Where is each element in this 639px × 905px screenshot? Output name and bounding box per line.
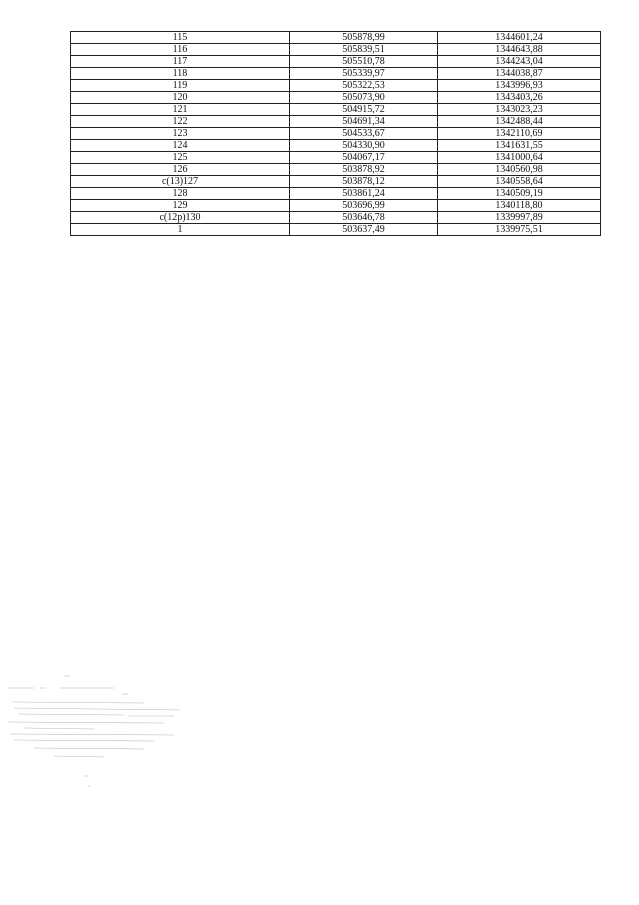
- point-number-cell: 129: [71, 200, 290, 212]
- x-coordinate-cell: 503696,99: [290, 200, 438, 212]
- y-coordinate-cell: 1343403,26: [438, 92, 601, 104]
- y-coordinate-cell: 1344601,24: [438, 32, 601, 44]
- y-coordinate-cell: 1341000,64: [438, 152, 601, 164]
- table-row: [71, 104, 601, 116]
- x-coordinate-cell: 505839,51: [290, 44, 438, 56]
- table-row: [71, 128, 601, 140]
- table-row: [71, 56, 601, 68]
- table-row: [71, 80, 601, 92]
- point-number-cell: с(12р)130: [71, 212, 290, 224]
- x-coordinate-cell: 505878,99: [290, 32, 438, 44]
- table-row: [71, 152, 601, 164]
- point-number-cell: 123: [71, 128, 290, 140]
- x-coordinate-cell: 504067,17: [290, 152, 438, 164]
- y-coordinate-cell: 1342110,69: [438, 128, 601, 140]
- table-row: [71, 164, 601, 176]
- y-coordinate-cell: 1344643,88: [438, 44, 601, 56]
- table-row: [71, 212, 601, 224]
- y-coordinate-cell: 1344243,04: [438, 56, 601, 68]
- x-coordinate-cell: 503878,12: [290, 176, 438, 188]
- table-row: [71, 92, 601, 104]
- x-coordinate-cell: 504330,90: [290, 140, 438, 152]
- point-number-cell: 126: [71, 164, 290, 176]
- table-row: [71, 68, 601, 80]
- y-coordinate-cell: 1341631,55: [438, 140, 601, 152]
- table-row: [71, 224, 601, 236]
- coordinates-table: [70, 31, 601, 236]
- point-number-cell: 121: [71, 104, 290, 116]
- faded-stamp-smudge: [4, 672, 184, 792]
- point-number-cell: 1: [71, 224, 290, 236]
- point-number-cell: 125: [71, 152, 290, 164]
- y-coordinate-cell: 1343996,93: [438, 80, 601, 92]
- table-row: [71, 140, 601, 152]
- x-coordinate-cell: 505339,97: [290, 68, 438, 80]
- point-number-cell: 119: [71, 80, 290, 92]
- x-coordinate-cell: 504915,72: [290, 104, 438, 116]
- point-number-cell: 116: [71, 44, 290, 56]
- point-number-cell: 122: [71, 116, 290, 128]
- point-number-cell: 115: [71, 32, 290, 44]
- x-coordinate-cell: 503878,92: [290, 164, 438, 176]
- point-number-cell: 118: [71, 68, 290, 80]
- point-number-cell: 124: [71, 140, 290, 152]
- y-coordinate-cell: 1343023,23: [438, 104, 601, 116]
- table-row: [71, 32, 601, 44]
- x-coordinate-cell: 504533,67: [290, 128, 438, 140]
- coordinates-table-body: [71, 32, 601, 236]
- point-number-cell: 117: [71, 56, 290, 68]
- y-coordinate-cell: 1339997,89: [438, 212, 601, 224]
- x-coordinate-cell: 503646,78: [290, 212, 438, 224]
- point-number-cell: 120: [71, 92, 290, 104]
- point-number-cell: с(13)127: [71, 176, 290, 188]
- table-row: [71, 188, 601, 200]
- x-coordinate-cell: 505073,90: [290, 92, 438, 104]
- y-coordinate-cell: 1339975,51: [438, 224, 601, 236]
- x-coordinate-cell: 505322,53: [290, 80, 438, 92]
- point-number-cell: 128: [71, 188, 290, 200]
- table-row: [71, 176, 601, 188]
- x-coordinate-cell: 505510,78: [290, 56, 438, 68]
- y-coordinate-cell: 1342488,44: [438, 116, 601, 128]
- x-coordinate-cell: 503861,24: [290, 188, 438, 200]
- y-coordinate-cell: 1340509,19: [438, 188, 601, 200]
- y-coordinate-cell: 1340560,98: [438, 164, 601, 176]
- table-row: [71, 44, 601, 56]
- table-row: [71, 116, 601, 128]
- x-coordinate-cell: 503637,49: [290, 224, 438, 236]
- table-row: [71, 200, 601, 212]
- y-coordinate-cell: 1344038,87: [438, 68, 601, 80]
- x-coordinate-cell: 504691,34: [290, 116, 438, 128]
- y-coordinate-cell: 1340118,80: [438, 200, 601, 212]
- y-coordinate-cell: 1340558,64: [438, 176, 601, 188]
